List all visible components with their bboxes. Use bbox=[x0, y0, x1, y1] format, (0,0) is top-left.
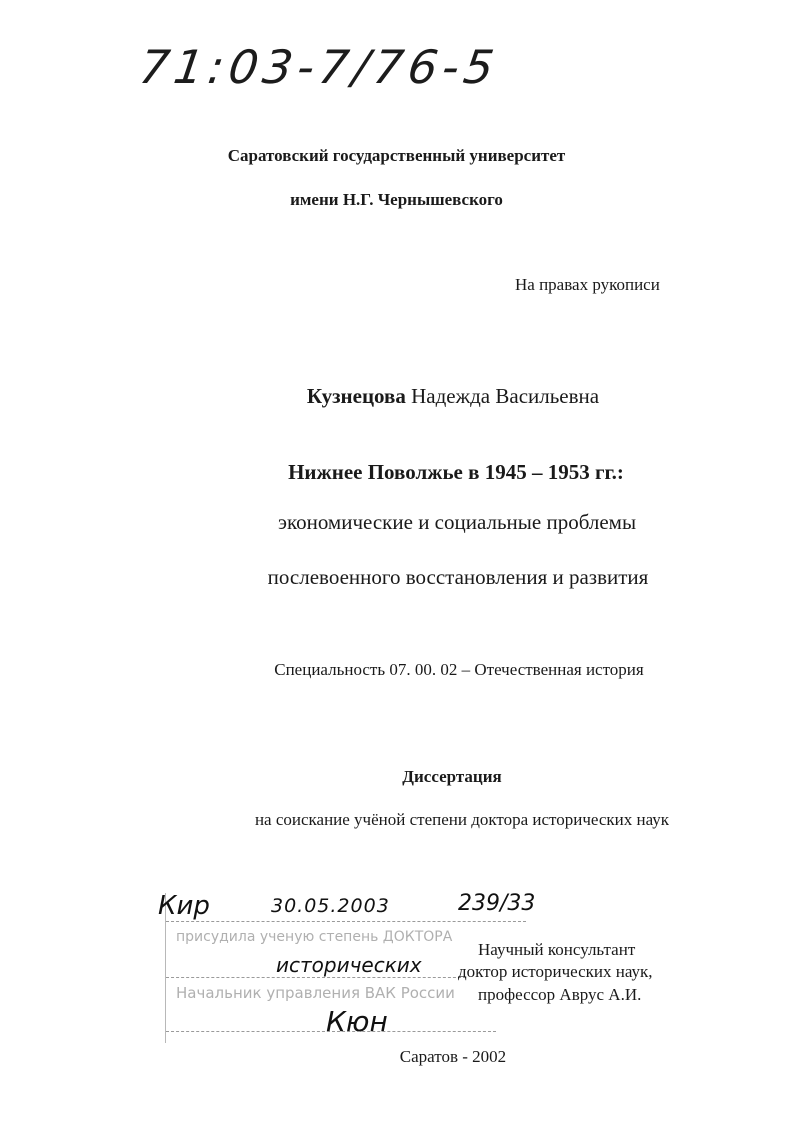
stamp-printed-line: присудила ученую степень ДОКТОРА bbox=[176, 929, 453, 945]
author-surname: Кузнецова bbox=[306, 384, 406, 408]
specialty: Специальность 07. 00. 02 – Отечественная история bbox=[274, 660, 644, 679]
dissertation-title: Нижнее Поволжье в 1945 – 1953 гг.: bbox=[288, 460, 624, 484]
stamp-number: 239/33 bbox=[458, 891, 536, 916]
stamp-line bbox=[166, 921, 526, 922]
stamp-line bbox=[166, 1031, 496, 1032]
consultant-name: профессор Аврус А.И. bbox=[478, 985, 642, 1004]
manuscript-note: На правах рукописи bbox=[515, 275, 660, 294]
stamp-handwritten-decision: Кир bbox=[158, 891, 210, 921]
consultant-label: Научный консультант bbox=[478, 940, 636, 959]
stamp-handwritten-field: исторических bbox=[276, 953, 422, 977]
university-name: имени Н.Г. Чернышевского bbox=[290, 190, 503, 209]
stamp-line bbox=[166, 977, 466, 978]
stamp-signature: Кюн bbox=[326, 1005, 388, 1038]
archive-code-handwritten: 71:03-7/76-5 bbox=[136, 40, 503, 94]
document-type: Диссертация bbox=[402, 767, 502, 786]
dissertation-subtitle-line-1: экономические и социальные проблемы bbox=[277, 510, 637, 534]
university-title: Саратовский государственный университет bbox=[227, 146, 566, 165]
stamp-date: 30.05.2003 bbox=[271, 895, 390, 917]
author-name bbox=[0, 384, 793, 409]
author-given-names: Надежда Васильевна bbox=[411, 384, 600, 408]
dissertation-subtitle-line-2: послевоенного восстановления и развития bbox=[267, 565, 649, 589]
consultant-degree: доктор исторических наук, bbox=[458, 962, 653, 981]
stamp-printed-role: Начальник управления ВАК России bbox=[176, 984, 455, 1002]
degree-sought: на соискание учёной степени доктора исторических наук bbox=[254, 810, 670, 829]
city-year: Саратов - 2002 bbox=[399, 1047, 507, 1066]
